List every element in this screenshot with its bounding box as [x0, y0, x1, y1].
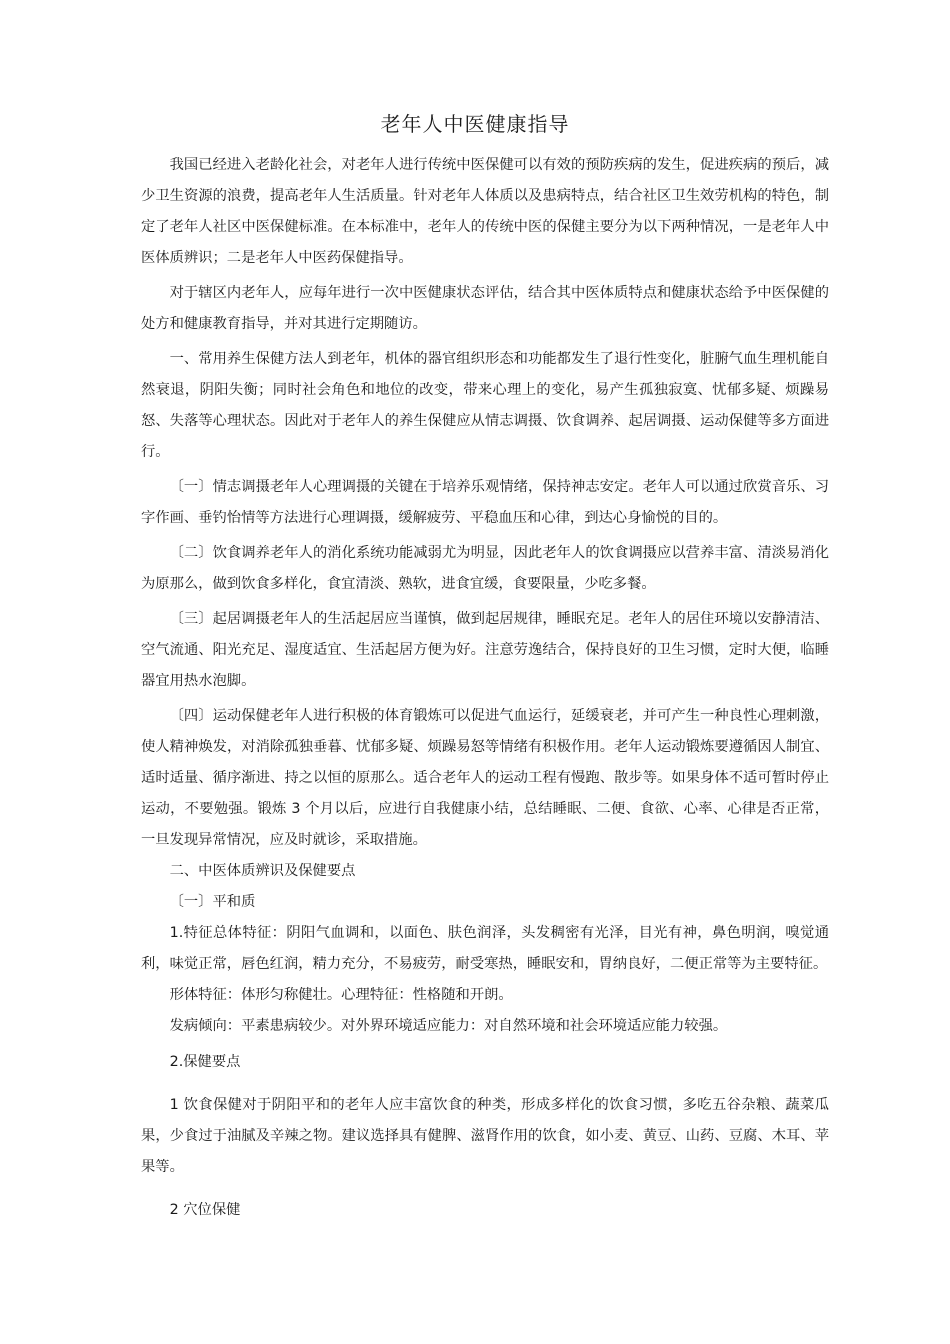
- paragraph-diet: 〔二〕饮食调养老年人的消化系统功能减弱尤为明显，因此老年人的饮食调摄应以营养丰富、清淡易消化为原那么，做到饮食多样化，食宜清淡、熟软，进食宜缓，食要限量，少吃多餐。: [141, 545, 829, 592]
- document-body: [141, 150, 829, 1226]
- document-title: 老年人中医健康指导: [380, 112, 570, 136]
- paragraph-assessment: 对于辖区内老年人，应每年进行一次中医健康状态评估，结合其中医体质特点和健康状态给予中医保健的处方和健康教育指导，并对其进行定期随访。: [141, 285, 829, 332]
- paragraph-emotion: 〔一〕情志调摄老年人心理调摄的关键在于培养乐观情绪，保持神志安定。老年人可以通过欣赏音乐、习字作画、垂钓怡情等方法进行心理调摄，缓解疲劳、平稳血压和心律，到达心身愉悦的目的。: [141, 479, 829, 526]
- paragraph-intro: 我国已经进入老龄化社会，对老年人进行传统中医保健可以有效的预防疾病的发生，促进疾病的预后，减少卫生资源的浪费，提高老年人生活质量。针对老年人体质以及患病特点，结合社区卫生效劳机构的特色，制定了老年人社区中医保健标准。在本标准中，老年人的传统中医的保健主要分为以下两种情况，一是老年人中医体质辨识；二是老年人中医药保健指导。: [141, 157, 829, 266]
- paragraph-balanced-heading: 〔一〕平和质: [169, 894, 256, 910]
- paragraph-acupoint-heading: 2 穴位保健: [169, 1202, 241, 1218]
- paragraph-disease-tendency: 发病倾向：平素患病较少。对外界环境适应能力：对自然环境和社会环境适应能力较强。: [169, 1018, 728, 1034]
- paragraph-care-points-heading: 2.保健要点: [169, 1054, 241, 1070]
- paragraph-exercise: 〔四〕运动保健老年人进行积极的体育锻炼可以促进气血运行，延缓衰老，并可产生一种良性心理刺激，使人精神焕发，对消除孤独垂暮、忧郁多疑、烦躁易怒等情绪有积极作用。老年人运动锻炼要遵循因人制宜、适时适量、循序渐进、持之以恒的原那么。适合老年人的运动工程有慢跑、散步等。如果身体不适可暂时停止运动，不要勉强。锻炼 3 个月以后，应进行自我健康小结，总结睡眠、二便、食欲、心率、心律是否正常，一旦发现异常情况，应及时就诊，采取措施。: [141, 708, 829, 848]
- paragraph-features: 1.特征总体特征：阴阳气血调和，以面色、肤色润泽，头发稠密有光泽，目光有神，鼻色明润，嗅觉通利，味觉正常，唇色红润，精力充分，不易疲劳，耐受寒热，睡眠安和，胃纳良好，二便正常等为主要特征。: [141, 925, 829, 972]
- paragraph-section-1: 一、常用养生保健方法人到老年，机体的器官组织形态和功能都发生了退行性变化，脏腑气血生理机能自然衰退，阴阳失衡；同时社会角色和地位的改变，带来心理上的变化，易产生孤独寂寞、忧郁多疑、烦躁易怒、失落等心理状态。因此对于老年人的养生保健应从情志调摄、饮食调养、起居调摄、运动保健等多方面进行。: [141, 351, 829, 460]
- paragraph-body-shape: 形体特征：体形匀称健壮。心理特征：性格随和开朗。: [169, 987, 513, 1003]
- paragraph-diet-care: 1 饮食保健对于阴阳平和的老年人应丰富饮食的种类，形成多样化的饮食习惯，多吃五谷杂粮、蔬菜瓜果，少食过于油腻及辛辣之物。建议选择具有健脾、滋肾作用的饮食，如小麦、黄豆、山药、豆腐、木耳、苹果等。: [141, 1097, 829, 1175]
- paragraph-daily-life: 〔三〕起居调摄老年人的生活起居应当谨慎，做到起居规律，睡眠充足。老年人的居住环境以安静清洁、空气流通、阳光充足、湿度适宜、生活起居方便为好。注意劳逸结合，保持良好的卫生习惯，定时大便，临睡器宜用热水泡脚。: [141, 611, 829, 689]
- paragraph-section-2-heading: 二、中医体质辨识及保健要点: [169, 863, 356, 879]
